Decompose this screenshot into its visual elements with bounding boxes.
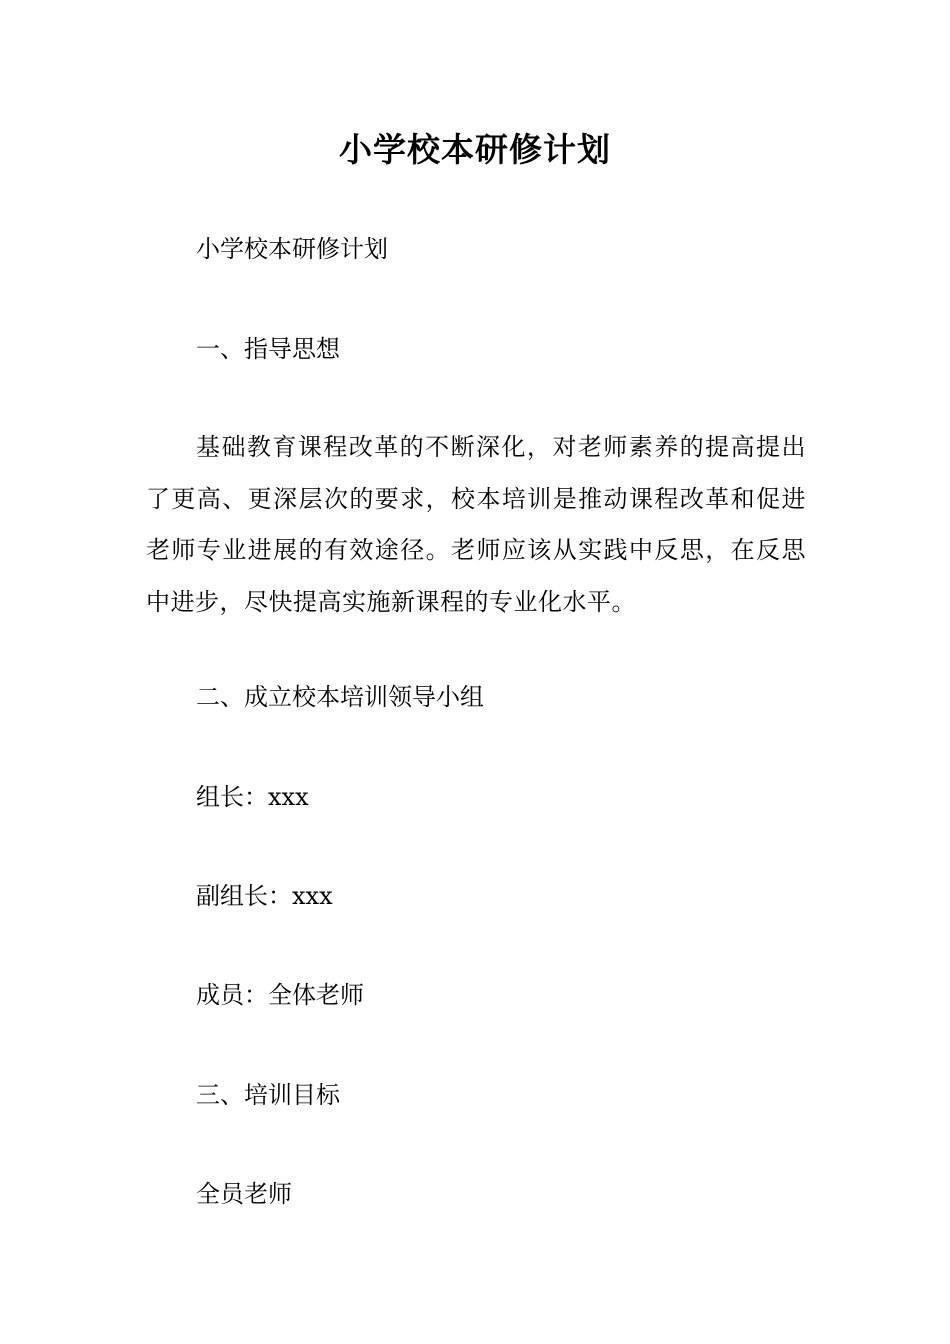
members-line: 成员：全体老师 — [196, 981, 364, 1009]
section-1-paragraph: 基础教育课程改革的不断深化，对老师素养的提高提出了更高、更深层次的要求，校本培训是推动课程改革和促进老师专业进展的有效途径。老师应该从实践中反思，在反思中进步，尽快提高实施新课程的专业化水平。 — [146, 433, 806, 616]
deputy-leader-line: 副组长：xxx — [196, 882, 333, 910]
leader-line: 组长：xxx — [196, 783, 309, 811]
section-3-paragraph: 全员老师 — [196, 1180, 292, 1208]
section-3-heading: 三、培训目标 — [196, 1081, 340, 1109]
document-title: 小学校本研修计划 — [339, 130, 611, 169]
document-subtitle: 小学校本研修计划 — [196, 235, 388, 263]
section-2-heading: 二、成立校本培训领导小组 — [196, 683, 484, 711]
section-1-heading: 一、指导思想 — [196, 335, 340, 363]
